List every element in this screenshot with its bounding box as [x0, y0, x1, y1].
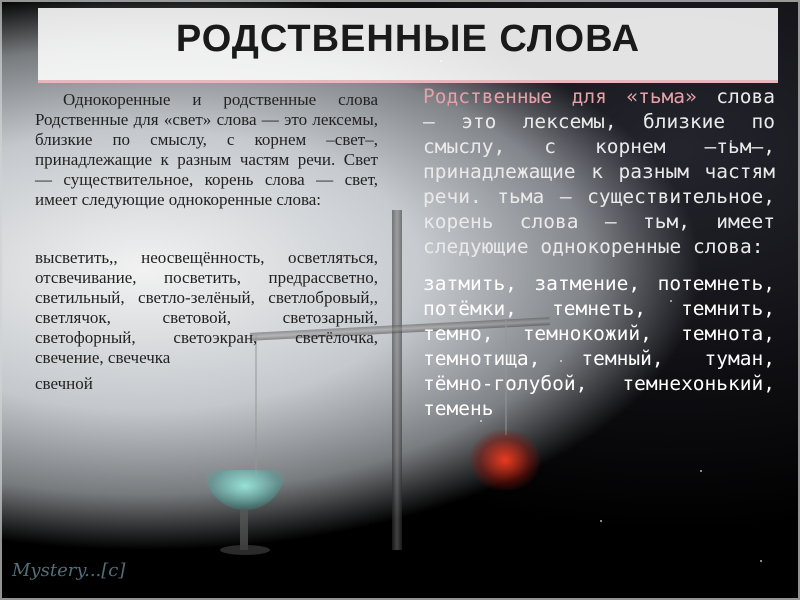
right-column [423, 84, 775, 421]
left-column [35, 90, 378, 394]
right-word-list: затмить, затмение, потемнеть, потёмки, темнеть, темнить, темно, темнокожий, темнота, темнотища, темный, туман, тёмно-голубой, темнехонький, темень [423, 272, 775, 420]
scale-pole [392, 210, 402, 550]
right-paragraph-body: слова — это лексемы, близкие по смыслу, с корнем –тьм–, принадлежащие к разным частям речи. тьма — существительное, корень слова — тьм, имеет следующие однокоренные слова: [423, 85, 775, 258]
title-bar [38, 8, 778, 83]
star [600, 520, 602, 522]
left-word-list-last: свечной [35, 374, 93, 393]
left-paragraph: Однокоренные и родственные слова Родственные для «свет» слова — это лексемы, близкие по смыслу, с корнем –свет–, принадлежащие к разным частям речи. Свет — существительное, корень слова — свет, имеет следующие однокоренные слова: [35, 90, 378, 209]
star [700, 470, 702, 472]
right-lead: Родственные для «тьма» [423, 85, 697, 108]
left-word-list: высветить,, неосвещённость, осветляться, отсвечивание, посветить, предрассветно, светильный, светло-зелёный, светлобровый,, светлячок, световой, светозарный, светофорный, светоэкран, светёлочка, свечение, свечечка [35, 248, 378, 367]
light-bowl [205, 470, 285, 510]
light-bowl-base [220, 545, 270, 555]
right-paragraph [423, 84, 775, 259]
light-bowl-stem [240, 510, 248, 550]
slide-title: РОДСТВЕННЫЕ СЛОВА [175, 18, 641, 60]
watermark: Mystery...[c] [12, 560, 126, 581]
dark-bowl [470, 430, 540, 490]
star [760, 560, 762, 562]
